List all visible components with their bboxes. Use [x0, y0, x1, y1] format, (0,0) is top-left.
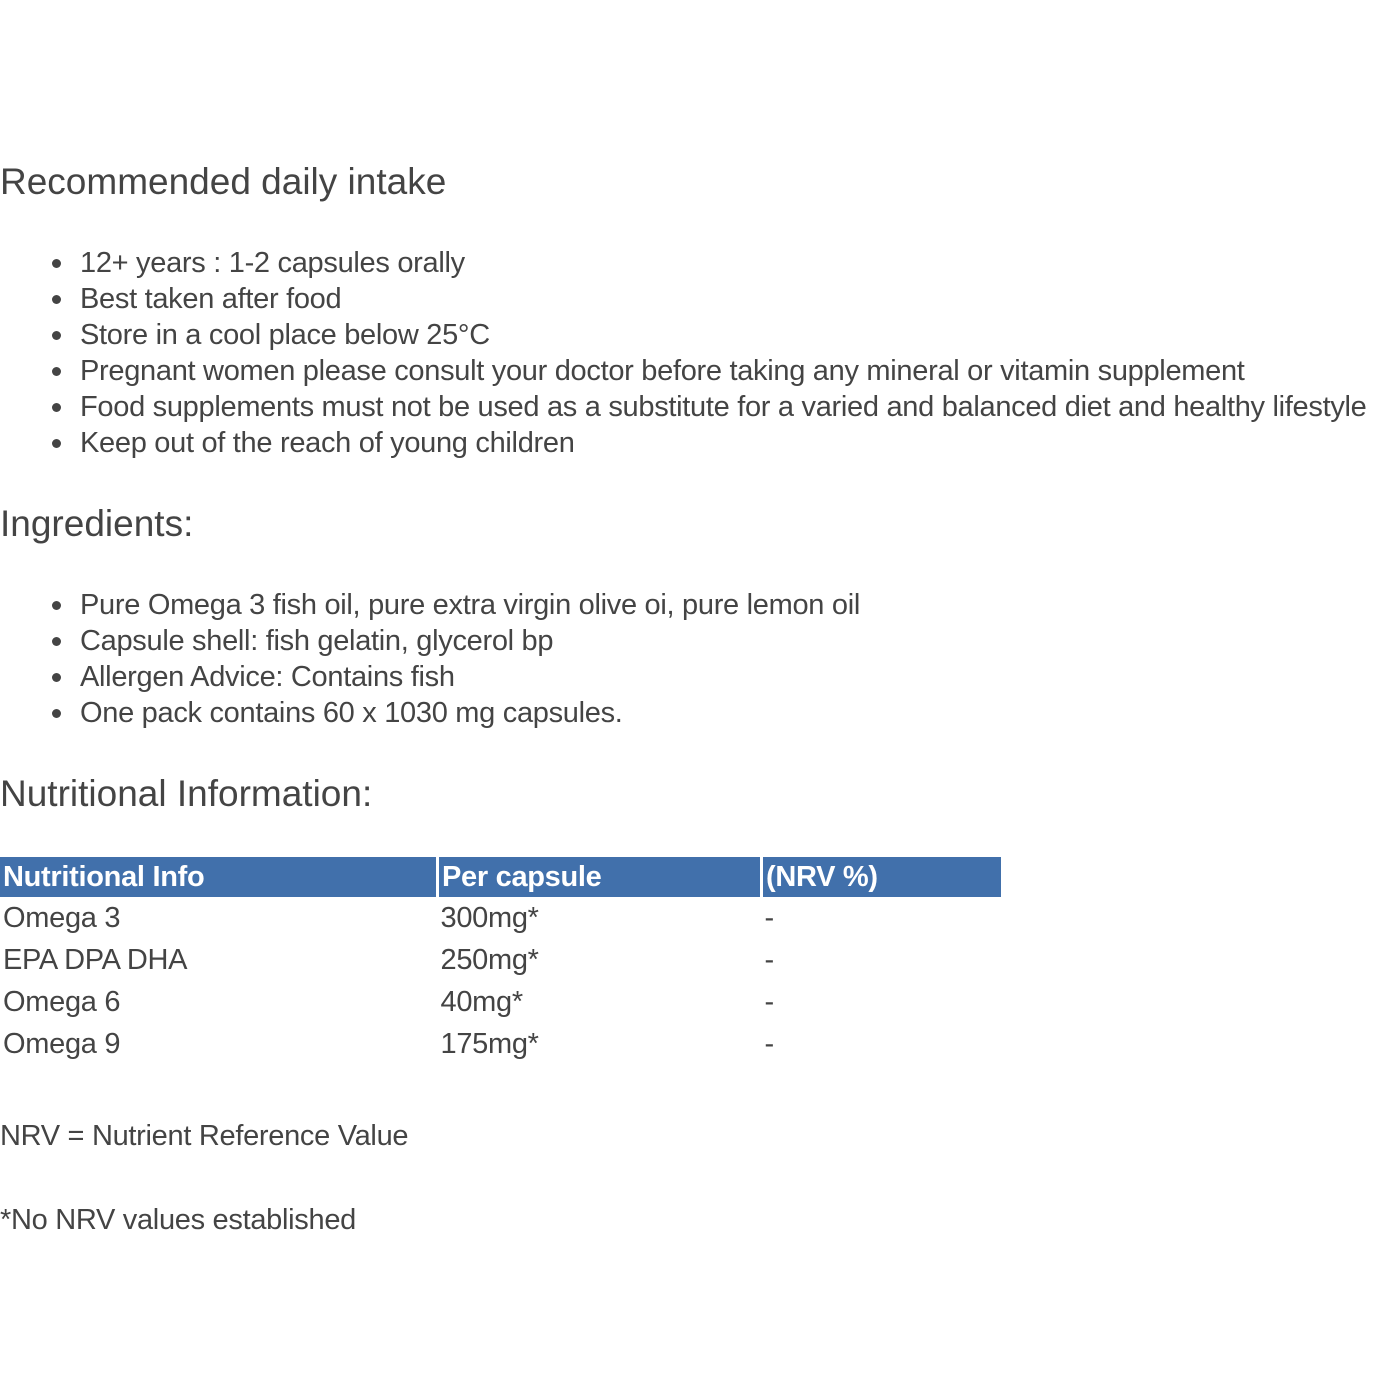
list-item-text: Store in a cool place below 25°C — [80, 319, 490, 351]
bullet-icon — [52, 601, 61, 610]
nutrition-heading: Nutritional Information: — [0, 773, 373, 814]
table-row — [0, 1023, 1001, 1065]
per-capsule-value: 250mg* — [440, 944, 539, 976]
bullet-icon — [52, 295, 61, 304]
table-row — [0, 939, 1001, 981]
intake-list — [0, 245, 1367, 461]
ingredients-list — [0, 587, 860, 731]
nrv-value: - — [764, 1028, 774, 1060]
column-header-per-capsule: Per capsule — [438, 857, 762, 897]
table-header-row — [0, 857, 1001, 897]
intake-heading: Recommended daily intake — [0, 161, 447, 202]
list-item — [0, 425, 1367, 461]
per-capsule-value: 175mg* — [440, 1028, 539, 1060]
list-item — [0, 587, 860, 623]
list-item — [0, 695, 860, 731]
list-item-text: Pure Omega 3 fish oil, pure extra virgin olive oi, pure lemon oil — [80, 589, 860, 621]
per-capsule-value: 40mg* — [440, 986, 523, 1018]
table-row — [0, 897, 1001, 939]
ingredients-heading: Ingredients: — [0, 503, 194, 544]
list-item-text: Allergen Advice: Contains fish — [80, 661, 455, 693]
per-capsule-value: 300mg* — [440, 902, 539, 934]
bullet-icon — [52, 367, 61, 376]
bullet-icon — [52, 673, 61, 682]
list-item — [0, 317, 1367, 353]
nutrient-name: Omega 3 — [3, 902, 121, 934]
list-item — [0, 659, 860, 695]
nutrition-table — [0, 857, 1001, 1065]
list-item-text: Best taken after food — [80, 283, 342, 315]
bullet-icon — [52, 403, 61, 412]
list-item — [0, 623, 860, 659]
bullet-icon — [52, 331, 61, 340]
list-item — [0, 389, 1367, 425]
column-header-nutritional-info: Nutritional Info — [0, 857, 438, 897]
list-item-text: One pack contains 60 x 1030 mg capsules. — [80, 697, 623, 729]
list-item-text: Keep out of the reach of young children — [80, 427, 575, 459]
list-item — [0, 245, 1367, 281]
bullet-icon — [52, 439, 61, 448]
column-header-nrv: (NRV %) — [762, 857, 1002, 897]
no-nrv-note: *No NRV values established — [0, 1204, 356, 1236]
list-item-text: Food supplements must not be used as a substitute for a varied and balanced diet and healthy lifestyle — [80, 391, 1367, 423]
bullet-icon — [52, 709, 61, 718]
nutrient-name: Omega 6 — [3, 986, 121, 1018]
table-row — [0, 981, 1001, 1023]
list-item — [0, 281, 1367, 317]
nrv-value: - — [764, 902, 774, 934]
nrv-definition-note: NRV = Nutrient Reference Value — [0, 1120, 409, 1152]
bullet-icon — [52, 637, 61, 646]
nutrient-name: EPA DPA DHA — [3, 944, 188, 976]
list-item — [0, 353, 1367, 389]
list-item-text: Capsule shell: fish gelatin, glycerol bp — [80, 625, 554, 657]
nrv-value: - — [764, 986, 774, 1018]
bullet-icon — [52, 259, 61, 268]
list-item-text: 12+ years : 1-2 capsules orally — [80, 247, 465, 279]
nutrient-name: Omega 9 — [3, 1028, 121, 1060]
nrv-value: - — [764, 944, 774, 976]
list-item-text: Pregnant women please consult your doctor before taking any mineral or vitamin supplement — [80, 355, 1245, 387]
